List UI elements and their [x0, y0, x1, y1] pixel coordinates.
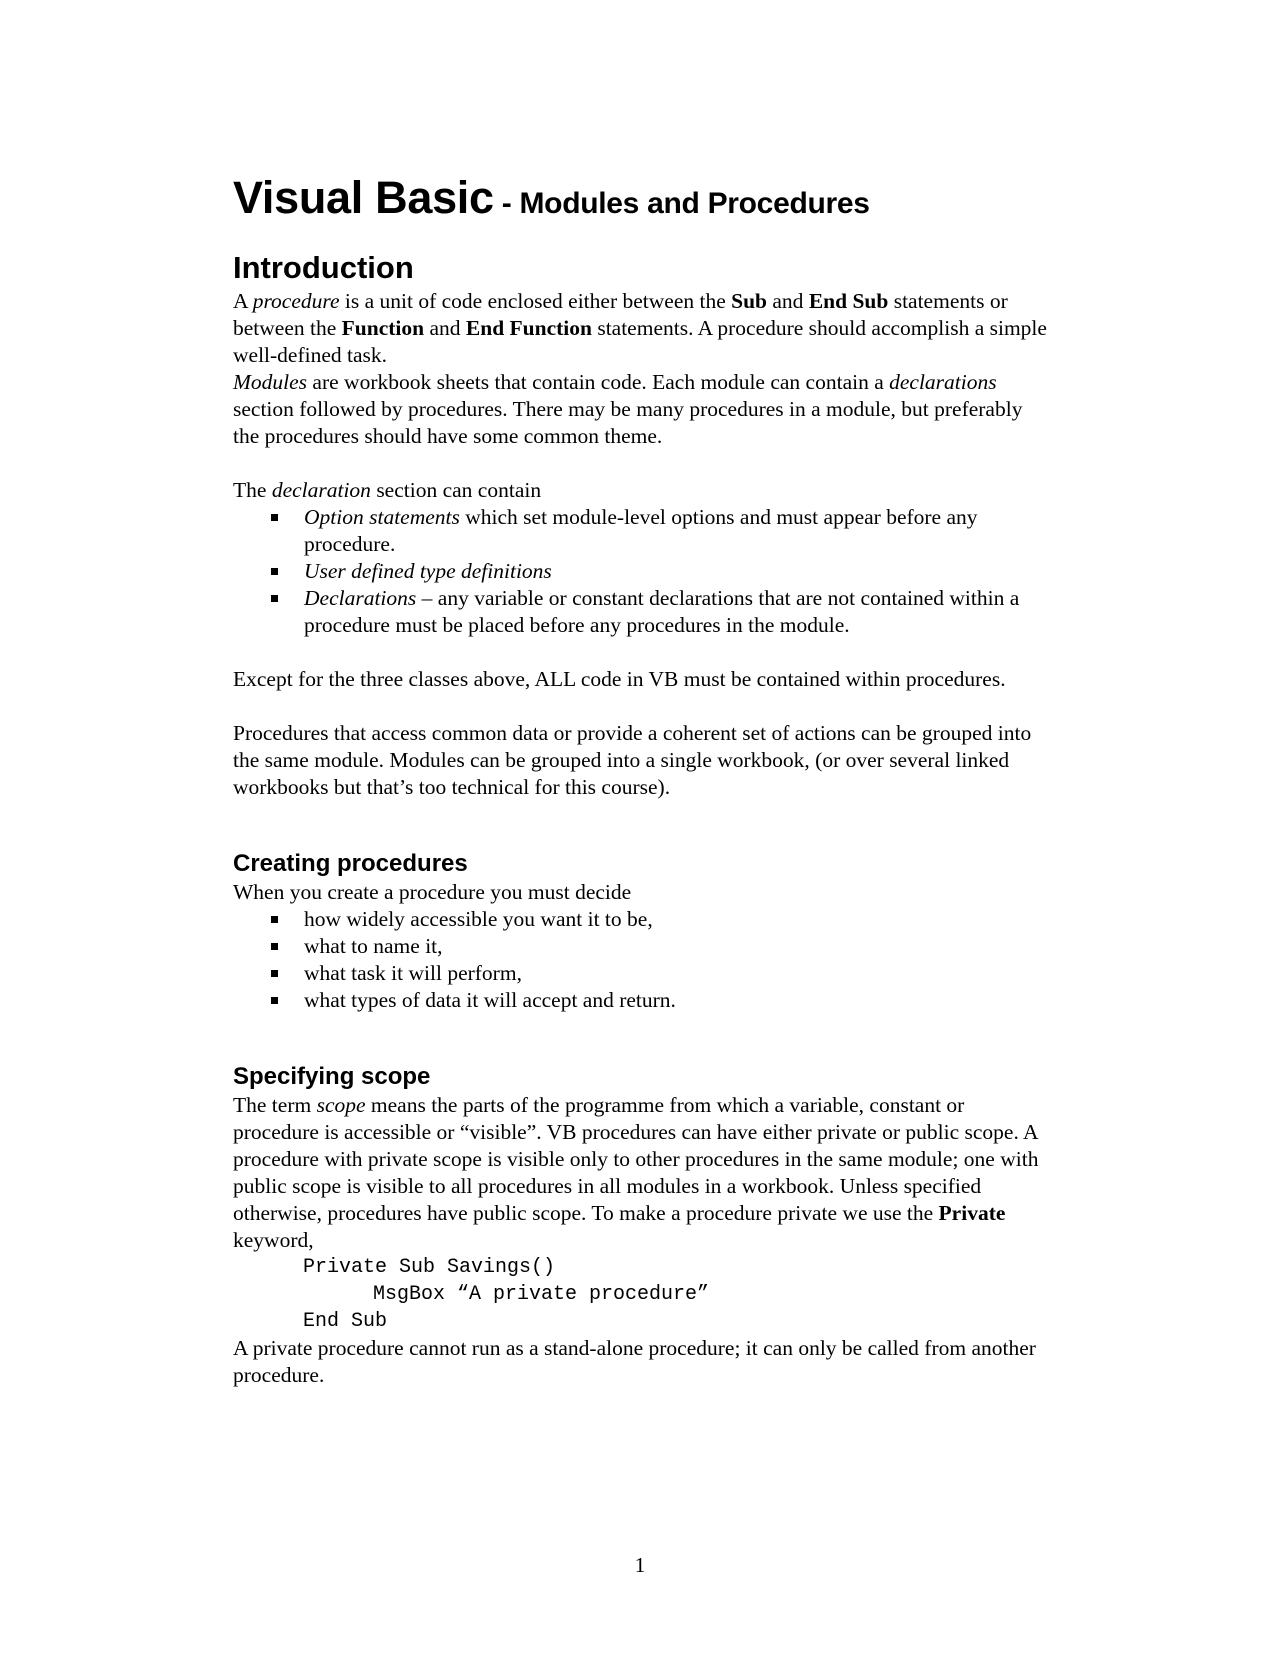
code-line: Private Sub Savings(): [303, 1256, 556, 1279]
text-run: statements. A procedure should accomplish a simple well-defined task.: [233, 316, 1047, 367]
square-bullet-icon: [271, 514, 278, 521]
text-run: means the parts of the programme from which a variable, constant or procedure is accessible or “visible”. VB procedures can have either private or public scope. A procedure with private scope is visible only to other procedures in the same module; one with public scope is visible to all procedures in all modules in a workbook. Unless specified otherwise, procedures have public scope. To make a procedure private we use the: [233, 1093, 1039, 1225]
keyword-end-function: End Function: [465, 316, 592, 340]
list-item-text: which set module-level options and must appear before any procedure.: [304, 505, 978, 556]
keyword-private: Private: [938, 1201, 1006, 1225]
list-item-text: what to name it,: [304, 934, 443, 958]
list-item: [233, 558, 1053, 585]
square-bullet-icon: [271, 997, 278, 1004]
text-run: are workbook sheets that contain code. Each module can contain a: [307, 370, 890, 394]
spacer: [233, 639, 1053, 666]
text-run: A: [233, 289, 253, 313]
list-item-term: User defined type definitions: [304, 559, 552, 583]
term-modules: Modules: [233, 370, 308, 394]
text-run: The term: [233, 1093, 317, 1117]
keyword-function: Function: [341, 316, 425, 340]
spacer: [233, 450, 1053, 477]
list-item: [233, 504, 1053, 558]
text-run: The: [233, 478, 272, 502]
list-item: [233, 987, 1053, 1014]
creating-lead: When you create a procedure you must decide: [233, 880, 632, 904]
list-item-term: Declarations: [304, 586, 417, 610]
text-run: section followed by procedures. There may be many procedures in a module, but preferably the procedures should have some common theme.: [233, 397, 1023, 448]
list-item: [233, 585, 1053, 639]
page-number: 1: [634, 1553, 646, 1577]
text-run: section can contain: [370, 478, 542, 502]
intro-paragraph-except: Except for the three classes above, ALL code in VB must be contained within procedures.: [233, 667, 1006, 691]
intro-paragraph-modules: [233, 369, 1053, 450]
declaration-list: [233, 504, 1053, 639]
spacer: [233, 1014, 1053, 1062]
text-run: and: [767, 289, 809, 313]
creating-list: [233, 906, 1053, 1014]
term-scope: scope: [316, 1093, 366, 1117]
term-procedure: procedure: [252, 289, 340, 313]
list-item-term: Option statements: [304, 505, 460, 529]
list-item-text: how widely accessible you want it to be,: [304, 907, 653, 931]
list-item: [233, 933, 1053, 960]
keyword-sub: Sub: [731, 289, 768, 313]
list-item-text: what types of data it will accept and return.: [304, 988, 676, 1012]
code-line: MsgBox “A private procedure”: [373, 1283, 710, 1306]
square-bullet-icon: [271, 568, 278, 575]
text-run: keyword,: [233, 1228, 314, 1252]
code-block: [233, 1254, 1053, 1335]
spacer: [233, 801, 1053, 849]
text-run: and: [424, 316, 466, 340]
keyword-end-sub: End Sub: [808, 289, 889, 313]
intro-paragraph-declaration: [233, 477, 1053, 504]
page-content: [233, 172, 1053, 1389]
code-line: End Sub: [303, 1310, 388, 1333]
title-subtitle: - Modules and Procedures: [493, 187, 870, 220]
specifying-scope-heading: Specifying scope: [233, 1063, 431, 1090]
list-item-text: – any variable or constant declarations that are not contained within a procedure must be placed before any procedures in the module.: [304, 586, 1020, 637]
title-main: Visual Basic: [233, 172, 494, 223]
intro-paragraph-grouping: Procedures that access common data or provide a coherent set of actions can be grouped into the same module. Modules can be grouped into a single workbook, (or over several linked workbooks but that’s too technical for this course).: [233, 721, 1032, 799]
square-bullet-icon: [271, 970, 278, 977]
list-item-text: what task it will perform,: [304, 961, 522, 985]
term-declarations: declarations: [889, 370, 997, 394]
scope-paragraph: [233, 1092, 1053, 1254]
intro-paragraph-procedure: [233, 288, 1053, 369]
text-run: statements or between the: [233, 289, 1008, 340]
spacer: [233, 693, 1053, 720]
creating-procedures-heading: Creating procedures: [233, 850, 468, 877]
square-bullet-icon: [271, 595, 278, 602]
term-declaration: declaration: [271, 478, 371, 502]
scope-paragraph-private: A private procedure cannot run as a stand-alone procedure; it can only be called from another procedure.: [233, 1336, 1036, 1387]
list-item: [233, 906, 1053, 933]
introduction-heading: Introduction: [233, 250, 414, 285]
square-bullet-icon: [271, 943, 278, 950]
list-item: [233, 960, 1053, 987]
square-bullet-icon: [271, 916, 278, 923]
document-title: [233, 172, 1053, 230]
text-run: is a unit of code enclosed either between the: [339, 289, 732, 313]
